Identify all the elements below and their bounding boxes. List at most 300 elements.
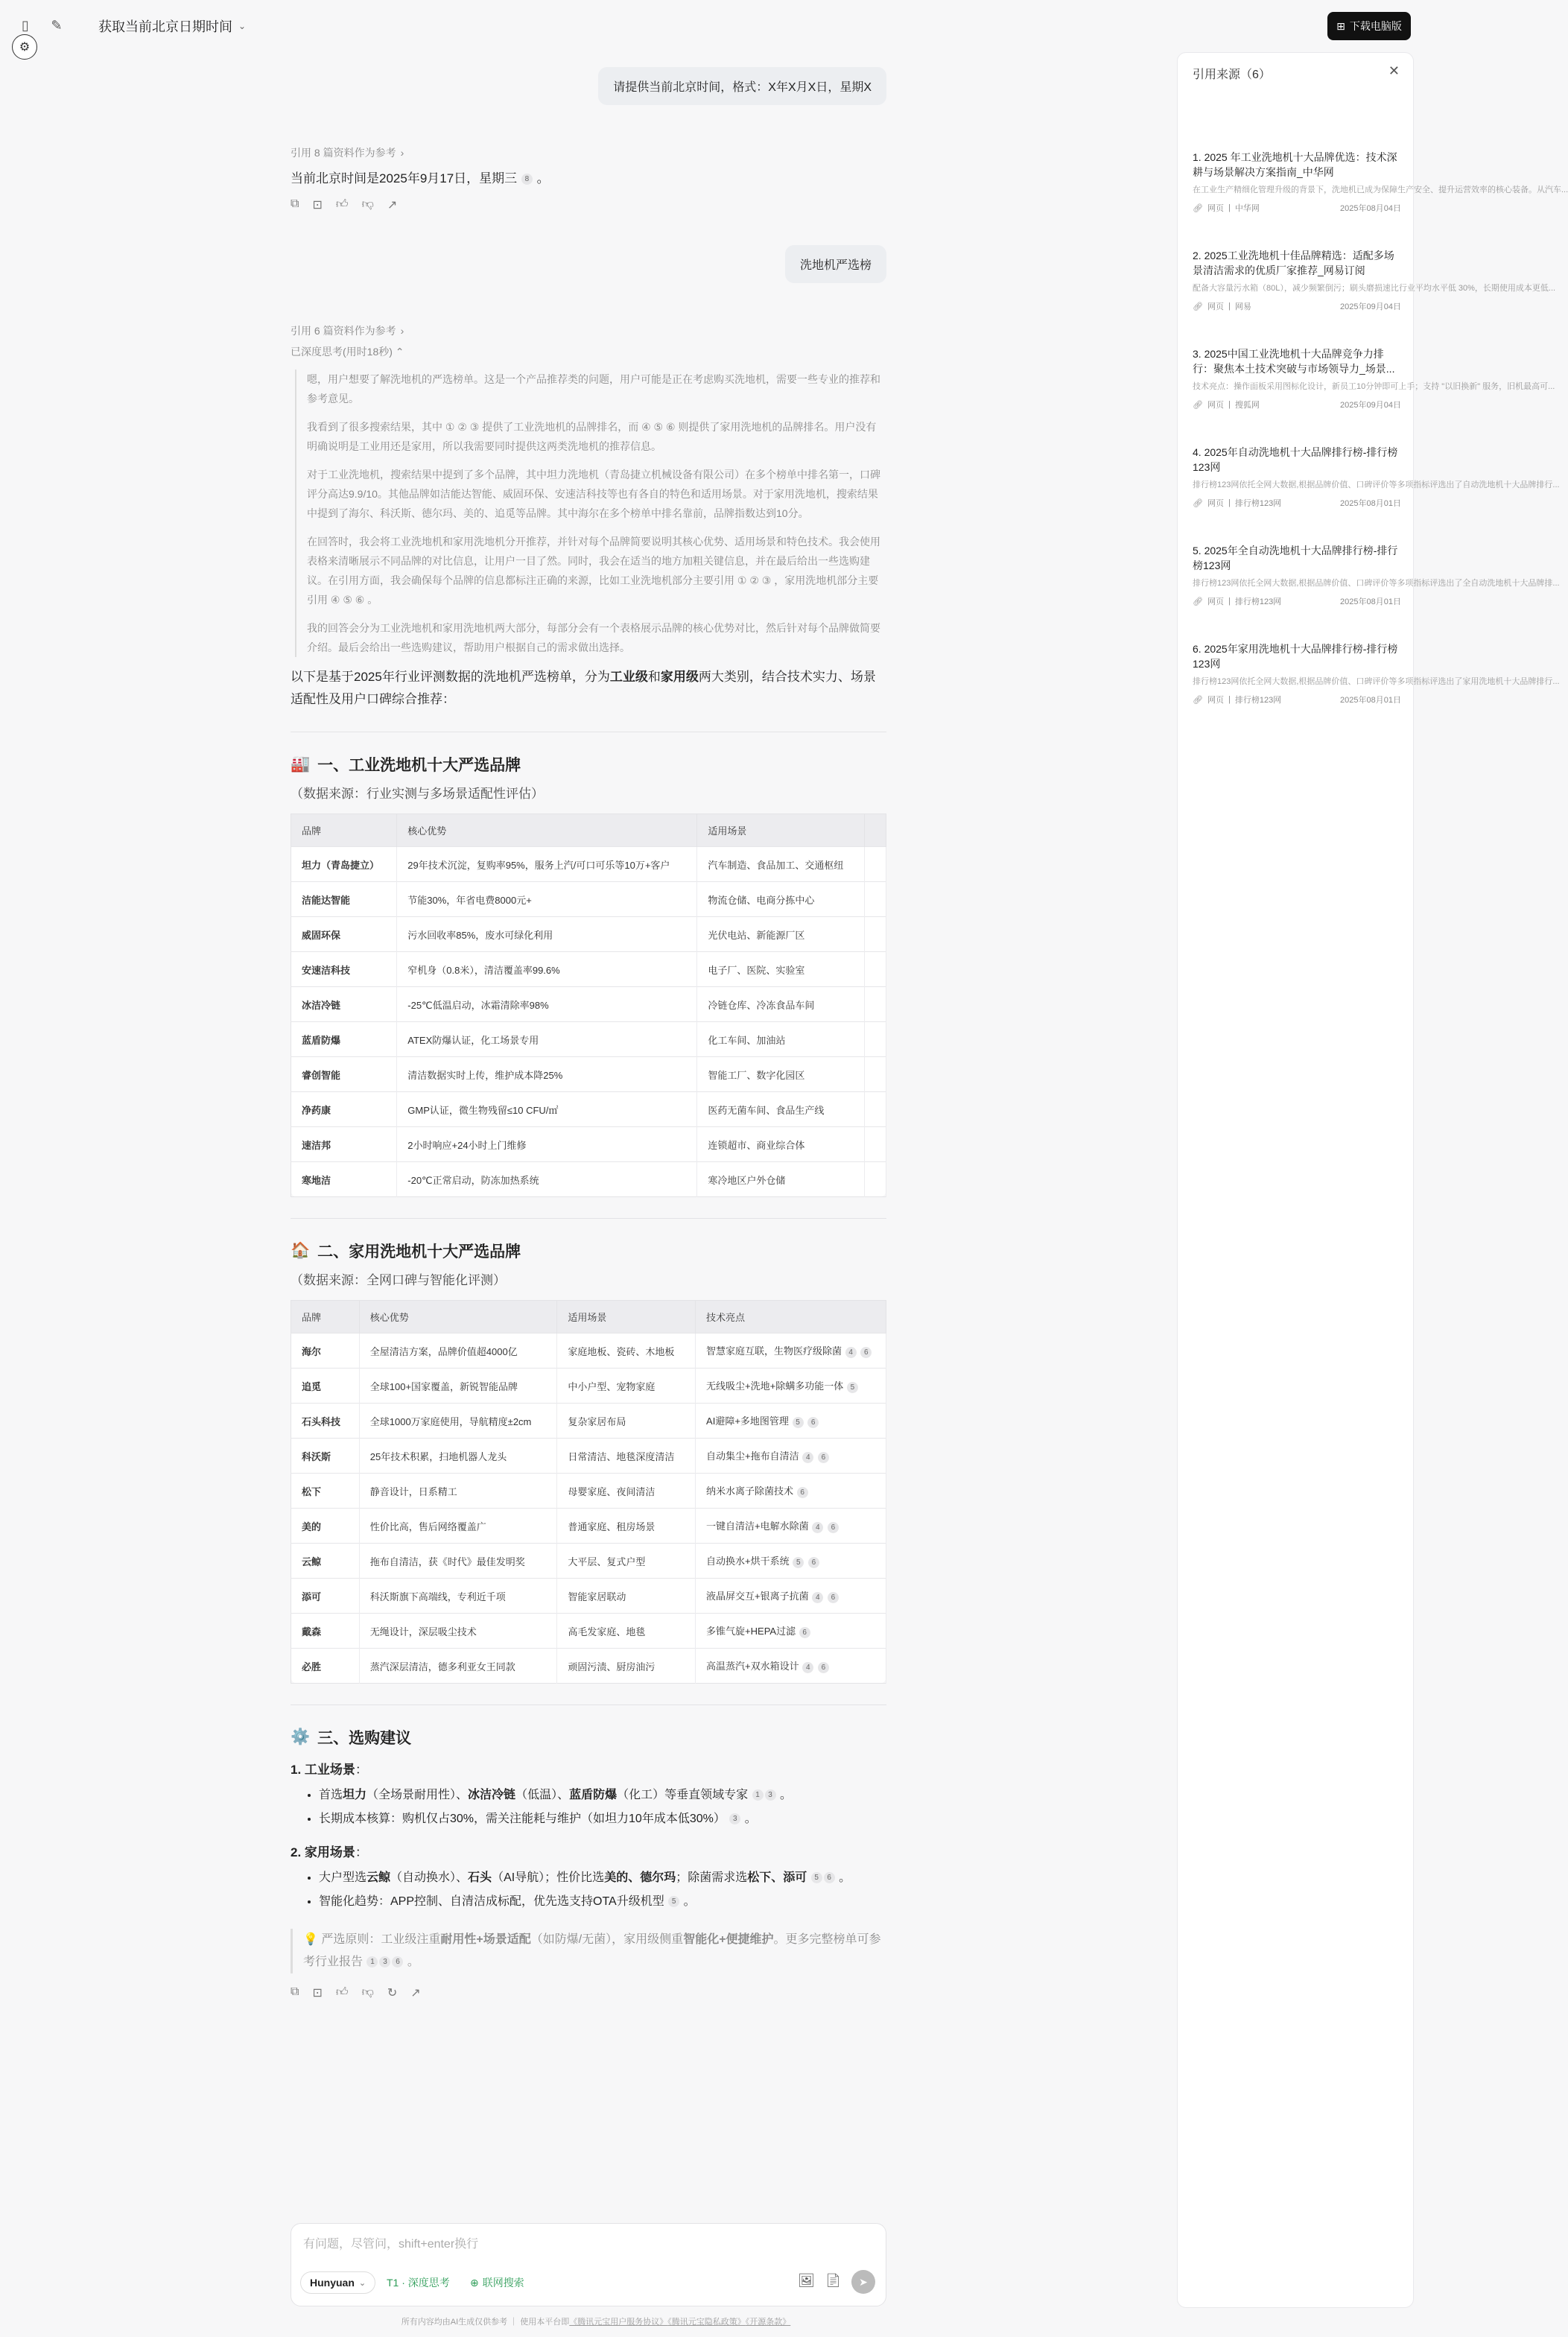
section-title-text: 二、家用洗地机十大严选品牌 [317,1243,521,1261]
advice-bold: 蓝盾防爆 [569,1789,618,1801]
message-actions [291,197,886,212]
thumbs-down-icon[interactable]: 👎︎ [361,198,374,211]
table-row [291,1334,886,1369]
advice-heading-text: 1. 工业场景 [291,1763,355,1777]
table-cell [864,1022,886,1057]
table-header: 核心优势 [359,1301,557,1334]
send-icon: ➤ [859,2275,868,2288]
table-cell: 坦力（青岛捷立） [291,847,397,882]
bookmark-icon[interactable]: ⊡ [312,199,323,212]
table-header-row [291,1301,886,1334]
deep-think-option: T1 · 深度思考 [387,2277,450,2289]
table-row [291,847,886,882]
table-cell [696,1509,886,1544]
table-cell [864,987,886,1022]
cell-text: 静音设计，日系精工 [369,1485,457,1497]
cell-text: 家庭地板、瓷砖、木地板 [568,1345,675,1357]
source-card[interactable] [1193,543,1560,607]
citation-badge[interactable]: 4 [812,1592,823,1603]
citation-badge[interactable]: 6 [818,1452,829,1463]
thinking-paragraph: 我看到了很多搜索结果，其中 ① ② ③ 提供了工业洗地机的品牌排名，而 ④ ⑤ ⑥ 则提供了家用洗地机的品牌排名。用户没有明确说明是工业用还是家用，所以我需要同时提供这两类洗地机的推荐信息。 [307,421,877,452]
chevron-up-icon: ⌃ [395,346,404,358]
source-title: 3. 2025中国工业洗地机十大品牌竞争力排行：聚焦本土技术突破与市场领导力_场景... [1193,348,1395,375]
file-upload-icon[interactable]: 📄︎ [825,2273,842,2288]
thumbs-up-icon[interactable]: 👍︎ [335,1986,349,1999]
citation-badge[interactable]: 3 [729,1813,740,1824]
advice-text: 。 [683,1895,696,1908]
cell-text: 追觅 [302,1380,322,1392]
advice-list-industrial [319,1783,886,1831]
table-row [291,1509,886,1544]
table-cell [291,1544,360,1579]
house-icon: 🏠 [291,1242,311,1259]
cell-text: 石头科技 [302,1415,341,1427]
table-header: 核心优势 [397,814,697,847]
meta-separator: | [1228,203,1231,212]
source-meta [1193,399,1401,410]
source-card[interactable] [1193,248,1556,312]
thinking-block [295,370,886,657]
table-row [291,1439,886,1474]
close-icon[interactable]: ✕ [1388,63,1400,78]
thinking-paragraph: 我的回答会分为工业洗地机和家用洗地机两大部分，每部分会有一个表格展示品牌的核心优势对比，然后针对每个品牌做简要介绍。最后会给出一些选购建议，帮助用户根据自己的需求做出选择。 [307,622,880,653]
source-card[interactable] [1193,346,1555,410]
section-title-advice [291,1726,886,1748]
table-header-row [291,814,886,847]
thinking-paragraph: 嗯，用户想要了解洗地机的严选榜单。这是一个产品推荐类的问题，用户可能是正在考虑购买洗地机，需要一些专业的推荐和参考意见。 [307,373,880,405]
source-meta [1193,595,1401,607]
table-cell [359,1579,557,1614]
table-cell: 睿创智能 [291,1057,397,1092]
table-cell [359,1509,557,1544]
references-text: 引用 6 篇资料作为参考 [291,325,396,337]
chat-thread [291,52,886,2000]
citation-badge[interactable]: 5 [847,1382,858,1393]
deep-think-label: 已深度思考(用时18秒) [291,346,393,358]
tip-text: 。更多完整榜单可参考行业报告 [303,1933,881,1968]
cell-text: 科沃斯旗下高端线，专利近千项 [369,1591,506,1602]
table-cell [864,882,886,917]
citation-badge[interactable]: 6 [807,1417,819,1428]
tip-bold: 耐用性+场景适配 [440,1933,531,1946]
table-cell [864,1162,886,1197]
advice-tip [291,1929,886,1973]
table-cell [557,1614,696,1649]
advice-text: 大户型选 [319,1871,367,1884]
advice-bold: 美的、德尔玛 [604,1871,676,1884]
user-message [291,67,886,105]
source-site: 中华网 [1234,204,1260,213]
cell-text: 日常清洁、地毯深度清洁 [568,1450,675,1462]
meta-separator: | [1228,597,1231,606]
cell-text: 高毛发家庭、地毯 [568,1626,646,1637]
advice-text: 长期成本核算：购机仅占30%，需关注能耗与维护（如坦力10年成本低30%） [319,1813,726,1825]
citation-badge[interactable]: 6 [818,1662,829,1673]
cell-text: 性价比高，售后网络覆盖广 [369,1521,486,1532]
table-cell: 冷链仓库、冷冻食品车间 [697,987,865,1022]
advice-list-household [319,1866,886,1914]
advice-text: ；除菌需求选 [676,1871,748,1884]
table-cell: 光伏电站、新能源厂区 [697,917,865,952]
cell-text: 松下 [302,1485,322,1497]
table-cell [696,1474,886,1509]
advice-heading-industrial [291,1759,886,1778]
advice-bold: 坦力 [343,1789,367,1801]
table-cell [557,1579,696,1614]
table-cell: 寒地洁 [291,1162,397,1197]
source-type: 网页 [1207,204,1224,213]
table-cell [557,1334,696,1369]
user-message-bubble: 洗地机严选榜 [785,245,886,283]
advice-text: （AI导航）；性价比选 [492,1871,605,1884]
deep-think-toggle-button[interactable] [387,2271,450,2294]
advice-text: 首选 [319,1789,343,1801]
web-search-option: 联网搜索 [482,2277,524,2289]
thumbs-up-icon[interactable]: 👍︎ [335,198,349,211]
references-link[interactable] [291,323,886,338]
table-cell [359,1614,557,1649]
citation-badge[interactable]: 5 [811,1872,822,1883]
table-cell: 连锁超市、商业综合体 [697,1127,865,1162]
table-cell: 化工车间、加油站 [697,1022,865,1057]
citation-badge[interactable]: 6 [828,1592,839,1603]
table-cell [557,1509,696,1544]
factory-icon: 🏭 [291,755,311,773]
source-type: 网页 [1207,401,1224,410]
section-title-household [291,1240,886,1262]
thumbs-down-icon[interactable]: 👎︎ [361,1986,374,1999]
link-icon: 🔗︎ [1193,498,1203,508]
citation-badge[interactable]: 6 [799,1627,810,1638]
answer-paragraph: 当前北京时间是2025年9月17日，星期三 8 。 [291,171,550,185]
source-date: 2025年08月01日 [1340,499,1401,508]
table-row [291,882,886,917]
cell-text: 中小户型、宠物家庭 [568,1380,656,1392]
source-site: 排行榜123网 [1234,499,1282,508]
send-button[interactable] [851,2270,875,2294]
chevron-down-icon: ⌄ [238,21,247,31]
intro-text: 以下是基于2025年行业评测数据的洗地机严选榜单，分为 [291,670,610,684]
citation-badge[interactable]: 5 [668,1896,679,1907]
table-cell: 净药康 [291,1092,397,1127]
cell-text: 无绳设计，深层吸尘技术 [369,1626,477,1637]
share-icon[interactable]: ↗ [387,199,398,212]
source-type: 网页 [1207,499,1224,508]
table-cell [359,1369,557,1404]
table-cell: 安速洁科技 [291,952,397,987]
advice-bold: 松下、添可 [747,1871,807,1884]
table-cell [696,1649,886,1684]
answer-intro [291,666,886,711]
cell-text: 全屋清洁方案，品牌价值超4000亿 [369,1345,518,1357]
table-cell [359,1544,557,1579]
citation-badge[interactable]: 3 [379,1956,390,1967]
cell-text: 大平层、复式户型 [568,1556,646,1567]
globe-icon: ⊕ [470,2276,479,2289]
table-cell: 智能工厂、数字化园区 [697,1057,865,1092]
table-header: 适用场景 [697,814,865,847]
citation-badge[interactable]: 6 [808,1557,819,1568]
source-meta [1193,694,1401,705]
meta-separator: | [1228,302,1231,311]
table-header: 适用场景 [557,1301,696,1334]
table-cell: 窄机身（0.8米），清洁覆盖率99.6% [397,952,697,987]
source-card[interactable] [1193,641,1560,705]
references-link[interactable] [291,145,886,160]
table-header: 技术亮点 [696,1301,886,1334]
table-cell [291,1404,360,1439]
cell-text: 科沃斯 [302,1450,331,1462]
source-site: 搜狐网 [1234,401,1260,410]
intro-bold: 家用级 [660,670,699,684]
sidebar-toggle-icon[interactable]: ▯ [22,17,29,33]
table-cell [291,1509,360,1544]
cell-text: 美的 [302,1521,322,1532]
meta-separator: | [1228,498,1231,507]
chat-input-box [291,2223,886,2306]
cell-text: 一键自清洁+电解水除菌 [706,1521,809,1532]
source-title: 6. 2025年家用洗地机十大品牌排行榜-排行榜123网 [1193,643,1398,670]
image-upload-icon[interactable]: 🖼︎ [798,2273,815,2288]
citation-badge[interactable]: 5 [793,1417,804,1428]
source-card[interactable] [1193,445,1560,509]
divider [291,1218,886,1219]
copy-icon[interactable]: ⧉ [291,1985,299,1998]
top-bar [0,0,1402,52]
source-site: 排行榜123网 [1234,597,1282,606]
cell-text: 多锥气旋+HEPA过滤 [706,1626,796,1637]
citation-badge[interactable]: 6 [824,1872,835,1883]
table-cell [291,1649,360,1684]
source-site: 排行榜123网 [1234,696,1282,705]
source-summary: 排行榜123网依托全网大数据,根据品牌价值、口碑评价等多项指标评选出了全自动洗地机十大品牌排... [1193,579,1560,588]
source-meta [1193,497,1401,509]
model-name: Hunyuan [310,2277,355,2289]
table-cell: 寒冷地区户外仓储 [697,1162,865,1197]
source-summary: 技术亮点：操作面板采用图标化设计，新员工10分钟即可上手；支持 "以旧换新" 服务，旧机最高可... [1193,382,1555,391]
advice-bold: 云鲸 [366,1871,391,1884]
citation-badge[interactable]: 3 [765,1789,776,1801]
cell-text: 母婴家庭、夜间清洁 [568,1485,656,1497]
message-actions [291,1985,886,2000]
cell-text: 25年技术积累，扫地机器人龙头 [369,1450,507,1462]
chevron-right-icon: › [400,147,404,159]
open-source-terms-link[interactable]: 《开源条款》 [745,2318,791,2327]
section-title-industrial [291,753,886,776]
citation-badge[interactable]: 4 [802,1452,813,1463]
source-date: 2025年08月04日 [1340,204,1401,213]
intro-text: 和 [647,670,661,684]
table-cell [359,1439,557,1474]
cell-text: 必胜 [302,1661,322,1672]
cell-text: 全球1000万家庭使用，导航精度±2cm [369,1415,532,1427]
source-card[interactable] [1193,150,1568,214]
cell-text: 海尔 [302,1345,322,1357]
cell-text: 复杂家居布局 [568,1415,626,1427]
table-cell [291,1439,360,1474]
table-cell [291,1579,360,1614]
link-icon: 🔗︎ [1193,695,1203,705]
source-date: 2025年09月04日 [1340,401,1401,410]
table-header: 品牌 [291,1301,360,1334]
section-source: （数据来源：行业实测与多场景适配性评估） [291,787,544,801]
cell-text: 自动集尘+拖布自清洁 [706,1450,799,1462]
citation-badge[interactable]: 1 [752,1789,764,1801]
source-type: 网页 [1207,302,1224,311]
tip-text: （如防爆/无菌），家用级侧重 [530,1933,684,1946]
citation-badge[interactable]: 1 [366,1956,378,1967]
table-cell [557,1439,696,1474]
cell-text: 全球100+国家覆盖，新锐智能品牌 [369,1380,518,1392]
table-row [291,1474,886,1509]
table-cell: 汽车制造、食品加工、交通枢纽 [697,847,865,882]
settings-gear-icon[interactable]: ⚙ [12,34,37,60]
deep-think-toggle[interactable] [291,344,886,359]
table-row [291,1614,886,1649]
cell-text: 拖布自清洁，获《时代》最佳发明奖 [369,1556,525,1567]
table-cell: 速洁邦 [291,1127,397,1162]
user-agreement-link[interactable]: 《腾讯元宝用户服务协议》 [569,2318,668,2327]
section-title-text: 一、工业洗地机十大严选品牌 [317,757,521,774]
table-cell: 冰洁冷链 [291,987,397,1022]
table-row [291,952,886,987]
list-item [319,1807,886,1831]
chevron-right-icon: › [400,325,404,337]
regenerate-icon[interactable]: ↻ [387,1987,398,2000]
cell-text: 自动换水+烘干系统 [706,1556,790,1567]
table-cell [696,1404,886,1439]
gear-icon: ⚙️ [291,1728,311,1745]
tip-text: 。 [407,1956,419,1968]
table-row [291,1649,886,1684]
cell-text: 纳米水离子除菌技术 [706,1485,794,1497]
advice-text: 。 [744,1813,757,1825]
cell-text: 云鲸 [302,1556,322,1567]
citation-badge[interactable]: 8 [521,174,533,185]
cell-text: 智慧家庭互联，生物医疗级除菌 [706,1345,842,1357]
model-selector[interactable] [300,2271,375,2294]
citation-badge[interactable]: 4 [845,1347,857,1358]
table-row [291,1579,886,1614]
citation-badge[interactable]: 5 [793,1557,804,1568]
table-cell: 2小时响应+24小时上门维修 [397,1127,697,1162]
advice-text: （化工）等垂直领域专家 [617,1789,749,1801]
windows-icon: ⊞ [1336,19,1345,32]
citation-badge[interactable]: 6 [797,1487,808,1498]
intro-bold: 工业级 [609,670,648,684]
table-cell [864,1127,886,1162]
table-cell [696,1614,886,1649]
table-cell: 洁能达智能 [291,882,397,917]
new-chat-icon[interactable]: ✎ [51,17,63,33]
table-row [291,917,886,952]
table-cell [359,1404,557,1439]
tip-text: 💡 严选原则：工业级注重 [303,1933,441,1946]
cell-text: 普通家庭、租房场景 [568,1521,656,1532]
source-date: 2025年08月01日 [1340,696,1401,705]
cell-text: 无线吸尘+洗地+除螨多功能一体 [706,1380,844,1392]
footer-text: 使用本平台即 [520,2318,570,2327]
list-item [319,1890,886,1914]
citation-badge[interactable]: 6 [860,1347,872,1358]
advice-text: 智能化趋势：APP控制、自清洁成标配，优先选支持OTA升级机型 [319,1895,664,1908]
footer-text: 所有内容均由AI生成仅供参考 [401,2318,508,2327]
source-date: 2025年08月01日 [1340,597,1401,606]
table-row [291,987,886,1022]
thinking-paragraph: 对于工业洗地机，搜索结果中提到了多个品牌，其中坦力洗地机（青岛捷立机械设备有限公司）在多个榜单中排名第一，口碑评分高达9.9/10。其他品牌如洁能达智能、威固环保、安速洁科技等也有各自的特色和适用场景。对于家用洗地机，搜索结果中提到了海尔、科沃斯、德尔玛、美的、追觅等品牌。其中海尔在多个榜单中排名靠前，品牌指数达到10分。 [307,469,880,519]
table-cell [557,1544,696,1579]
answer-text: 当前北京时间是2025年9月17日，星期三 [291,171,518,185]
advice-text: （全场景耐用性）、 [366,1789,469,1801]
table-cell [864,917,886,952]
source-site: 网易 [1234,302,1251,311]
citation-badge[interactable]: 4 [802,1662,813,1673]
tip-bold: 智能化+便捷维护 [683,1933,774,1946]
advice-bold: 冰洁冷链 [468,1789,516,1801]
table-row [291,1127,886,1162]
user-message-bubble: 请提供当前北京时间，格式：X年X月X日，星期X [598,67,886,105]
table-cell: 物流仓储、电商分拣中心 [697,882,865,917]
advice-text: （自动换水）、 [390,1871,469,1884]
source-summary: 在工业生产精细化管理升级的背景下，洗地机已成为保障生产安全、提升运营效率的核心装备。从汽车... [1193,185,1568,194]
source-summary: 配备大容量污水箱（80L），减少频繁倒污；刷头磨损速比行业平均水平低 30%，长期使用成本更低... [1193,284,1556,293]
source-type: 网页 [1207,597,1224,606]
footer-disclaimer: 所有内容均由AI生成仅供参考 ｜ 使用本平台即《腾讯元宝用户服务协议》《腾讯元宝隐私政策》《开源条款》 [401,2318,791,2327]
cell-text: 智能家居联动 [568,1591,626,1602]
conversation-title[interactable] [98,16,246,36]
source-title: 2. 2025工业洗地机十佳品牌精选：适配多场景清洁需求的优质厂家推荐_网易订阅 [1193,250,1394,276]
link-icon: 🔗︎ [1193,400,1203,410]
user-message [291,245,886,283]
advice-text: 。 [839,1871,851,1884]
download-desktop-button[interactable] [1327,12,1411,40]
link-icon: 🔗︎ [1193,302,1203,311]
table-cell: 威固环保 [291,917,397,952]
citation-badge[interactable]: 6 [828,1522,839,1533]
citation-badge[interactable]: 6 [392,1956,403,1967]
citation-badge[interactable]: 4 [812,1522,823,1533]
table-cell [291,1369,360,1404]
table-cell: 污水回收率85%，废水可绿化利用 [397,917,697,952]
table-cell [291,1614,360,1649]
cell-text: AI避障+多地图管理 [706,1415,789,1427]
table-cell [696,1369,886,1404]
copy-icon[interactable]: ⧉ [291,197,299,210]
table-row [291,1092,886,1127]
web-search-toggle-button[interactable] [470,2271,524,2294]
bookmark-icon[interactable]: ⊡ [312,1987,323,2000]
list-item [319,1866,886,1890]
table-cell [359,1334,557,1369]
sources-panel-title: 引用来源（6） [1193,69,1271,81]
table-row [291,1404,886,1439]
cell-text: 顽固污渍、厨房油污 [568,1661,656,1672]
cell-text: 液晶屏交互+银离子抗菌 [706,1591,809,1602]
table-cell [359,1474,557,1509]
privacy-policy-link[interactable]: 《腾讯元宝隐私政策》 [667,2318,746,2327]
sources-panel [1177,52,1568,2308]
download-label: 下载电脑版 [1349,20,1402,32]
share-icon[interactable]: ↗ [410,1987,421,2000]
table-cell [864,1092,886,1127]
chat-input[interactable]: 有问题，尽管问，shift+enter换行 [303,2238,479,2251]
table-row [291,1369,886,1404]
table-cell: 清洁数据实时上传，维护成本降25% [397,1057,697,1092]
advice-colon: ： [355,1845,368,1859]
table-row [291,1022,886,1057]
link-icon: 🔗︎ [1193,203,1203,213]
table-cell [696,1544,886,1579]
